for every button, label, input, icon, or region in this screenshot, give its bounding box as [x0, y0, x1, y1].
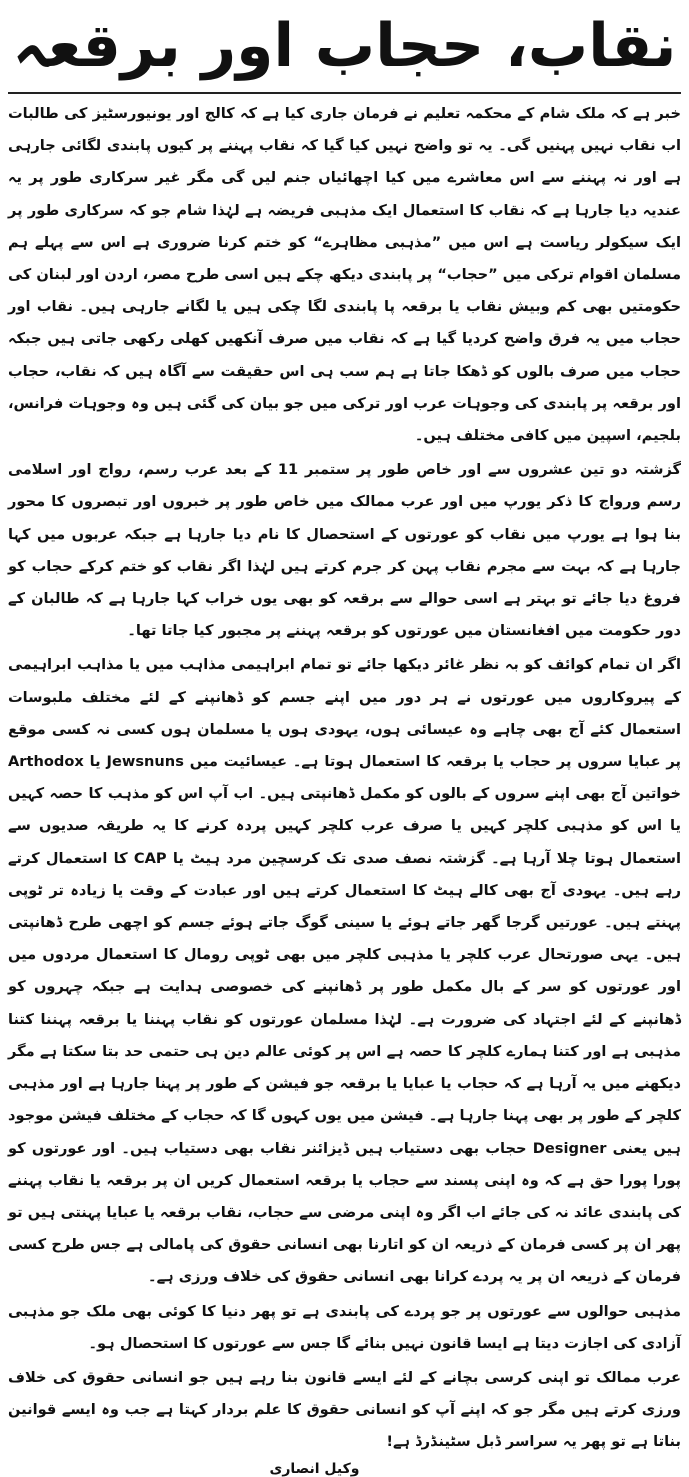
- article-paragraph-2: گزشتہ دو تین عشروں سے اور خاص طور پر ستمبر 11 کے بعد عرب رسم، رواج اور اسلامی رسم ورواج کا ذکر یورپ میں اور عرب ممالک میں خاص طور پر خبروں اور تبصروں کا محور بنا ہوا ہے یورپ میں نقاب کو عورتوں کے استحصال کا نام دیا جارہا ہے جبکہ عربوں میں کہا جارہا ہے کہ بہت سے مجرم نقاب پہن کر جرم کرتے ہیں لہٰذا اگر نقاب کو ختم کرکے حجاب کو فروغ دیا جائے تو بہتر ہے اسی حوالے سے برقعہ کو بھی یوں خراب کہا جارہا ہے کہ طالبان کے دور حکومت میں افغانستان میں عورتوں کو برقعہ پہننے پر مجبور کیا جاتا تھا۔: [8, 461, 682, 640]
- article-paragraph-3: اگر ان تمام کوائف کو بہ نظر غائر دیکھا جائے تو تمام ابراہیمی مذاہب میں یا مذاہب ابراہیمی کے پیروکاروں میں عورتوں نے ہر دور میں اپنے جسم کو ڈھانپنے کے لئے مختلف ملبوسات استعمال کئے آج بھی چاہے وہ عیسائی ہوں، یہودی ہوں یا مسلمان ہوں کسی نہ کسی موقع پر عبایا سروں پر حجاب یا برقعہ کا استعمال ہوتا ہے۔ عیسائیت میں Jewsnuns یا Arthodox خواتین آج بھی اپنے سروں کے بالوں کو مکمل ڈھانپتی ہیں۔ اب آپ اس کو مذہب کا حصہ کہیں یا اس کو مذہبی کلچر کہیں یا صرف عرب کلچر کہیں پردہ کرنے کا یہ طریقہ صدیوں سے استعمال ہوتا چلا آرہا ہے۔ گزشتہ نصف صدی تک کرسچین مرد ہیٹ یا CAP کا استعمال کرتے رہے ہیں۔ یہودی آج بھی کالے ہیٹ کا استعمال کرتے ہیں اور عبادت کے وقت یا زیادہ تر ٹوپی پہنتے ہیں۔ عورتیں گرجا گھر جاتے ہوئے یا سینی گوگ جاتے ہوئے جسم کو اچھی طرح ڈھانپتی ہیں۔ یہی صورتحال عرب کلچر یا مذہبی کلچر میں بھی ٹوپی رومال کا استعمال مردوں میں اور عورتوں کو سر کے بال مکمل طور پر ڈھانپنے کی خصوصی ہدایت ہے جبکہ چہروں کو ڈھانپنے کے لئے اجتہاد کی ضرورت ہے۔ لہٰذا مسلمان عورتوں کو نقاب پہننا یا برقعہ پہننا کتنا مذہبی ہے اور کتنا ہمارے کلچر کا حصہ ہے اس پر کوئی عالم دین ہی حتمی حد بتا سکتا ہے مگر دیکھنے میں یہ آرہا ہے کہ حجاب یا عبایا یا برقعہ جو فیشن کے طور پر پہنا جارہا ہے اور مذہبی کلچر کے طور پر بھی پہنا جارہا ہے۔ فیشن میں یوں کہوں گا کہ حجاب کے مختلف فیشن موجود ہیں یعنی Designer حجاب بھی دستیاب ہیں ڈیزائنر نقاب بھی دستیاب ہیں۔ اور عورتوں کو پورا پورا حق ہے کہ وہ اپنی پسند سے حجاب یا برقعہ استعمال کریں ان پر برقعہ یا نقاب پہننے کی پابندی عائد نہ کی جائے اب اگر وہ اپنی مرضی سے حجاب، نقاب برقعہ یا عبایا پہنتی ہیں تو پھر ان پر کسی فرمان کے ذریعہ ان کو اتارنا بھی انسانی حقوق کی پامالی ہے جس طرح کسی فرمان کے ذریعہ ان پر یہ پردے کرانا بھی انسانی حقوق کی خلاف ورزی ہے۔: [8, 656, 682, 1286]
- article-paragraph-4: مذہبی حوالوں سے عورتوں پر جو پردے کی پابندی ہے تو پھر دنیا کا کوئی بھی ملک جو مذہبی آزادی کی اجازت دیتا ہے ایسا قانون نہیں بنائے گا جس سے عورتوں کا استحصال ہو۔: [8, 1302, 681, 1352]
- article-paragraph-1: خبر ہے کہ ملک شام کے محکمہ تعلیم نے فرمان جاری کیا ہے کہ کالج اور یونیورسٹیز کی طالبات اب نقاب نہیں پہنیں گی۔ یہ تو واضح نہیں کیا گیا کہ نقاب پہننے پر کیوں پابندی لگائی جارہی ہے اور نہ پہننے سے اس معاشرے میں کیا اچھائیاں جنم لیں گی مگر غیر سرکاری طور پر یہ عندیہ دیا جارہا ہے کہ نقاب کا استعمال ایک مذہبی فریضہ ہے لہٰذا شام جو کہ سرکاری طور پر ایک سیکولر ریاست ہے اس میں ”مذہبی مظاہرے“ کو ختم کرنا ضروری ہے اس سے پہلے ہم مسلمان اقوام ترکی میں ”حجاب“ پر پابندی دیکھ چکے ہیں اسی طرح مصر، اردن اور لبنان کی حکومتیں بھی کم وبیش نقاب یا برقعہ پا پابندی لگا چکی ہیں یا لگانے جارہی ہیں۔ نقاب اور حجاب میں یہ فرق واضح کردیا گیا ہے کہ نقاب میں صرف آنکھیں کھلی رکھی جاتی ہیں جبکہ حجاب میں صرف بالوں کو ڈھکا جاتا ہے ہم سب ہی اس حقیقت سے آگاہ ہیں کہ نقاب، حجاب اور برقعہ پر پابندی کی وجوہات عرب اور ترکی میں جو بیان کی گئی ہیں وہ وجوہات فرانس، بلجیم، اسپین میں کافی مختلف ہیں۔: [8, 105, 681, 445]
- article-headline: نقاب، حجاب اور برقعہ: [12, 11, 677, 81]
- author-byline: وکیل انصاری: [269, 1460, 360, 1477]
- article-paragraph-5: عرب ممالک تو اپنی کرسی بچانے کے لئے ایسے قانون بنا رہے ہیں جو انسانی حقوق کی خلاف ورزی کرتے ہیں مگر جو کہ اپنے آپ کو انسانی حقوق کا علم بردار کہتا ہے جب وہ ایسے قوانین بناتا ہے تو پھر یہ سراسر ڈبل سٹینڈرڈ ہے!: [8, 1368, 681, 1451]
- article-body: [8, 98, 681, 1459]
- headline-divider: [8, 92, 681, 94]
